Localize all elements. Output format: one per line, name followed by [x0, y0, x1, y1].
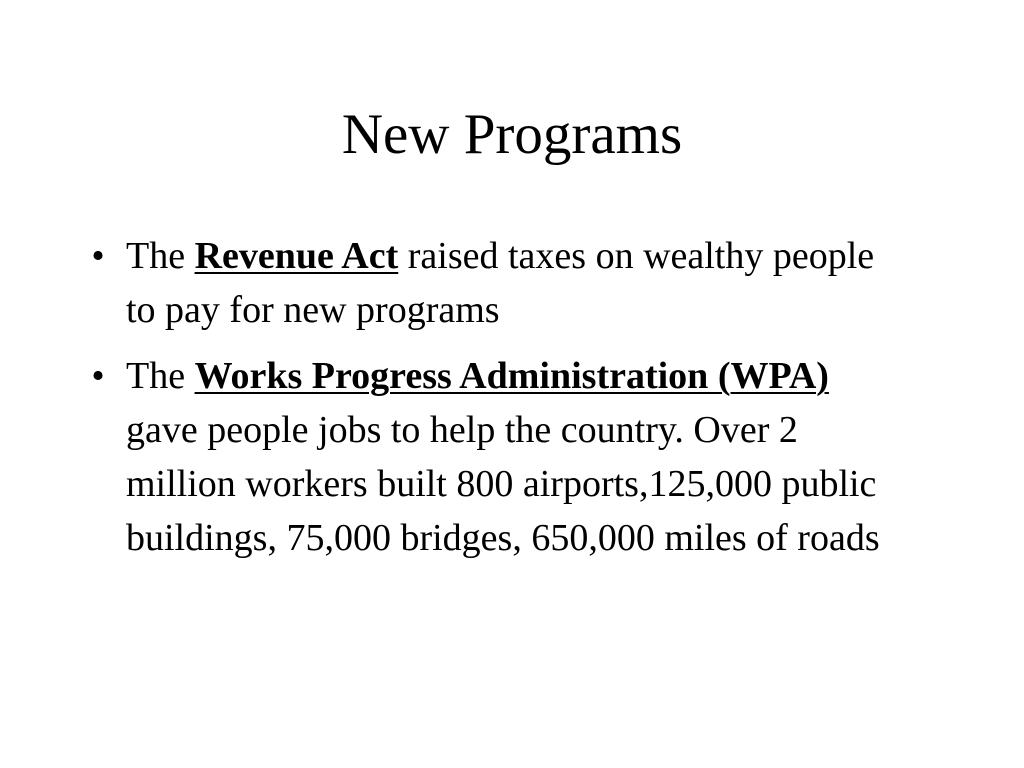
- bullet-term-revenue-act: Revenue Act: [194, 235, 399, 277]
- bullet-marker: •: [91, 235, 105, 277]
- bullet-prefix: The: [126, 355, 195, 397]
- bullet-text: gave people jobs to help the country. Over 2 million workers built 800 airports,125,000 public buildings, 75,000 bridges, 650,000 miles of roads: [126, 409, 880, 559]
- bullet-text: raised taxes on wealthy people to pay for new programs: [126, 235, 875, 331]
- bullet-item-revenue-act: [88, 229, 908, 337]
- bullet-marker: •: [91, 355, 105, 397]
- bullet-prefix: The: [126, 235, 195, 277]
- bullet-list: [88, 229, 908, 577]
- slide-title: New Programs: [341, 103, 683, 166]
- bullet-item-wpa: [88, 349, 908, 565]
- bullet-term-wpa: Works Progress Administration (WPA): [194, 355, 829, 397]
